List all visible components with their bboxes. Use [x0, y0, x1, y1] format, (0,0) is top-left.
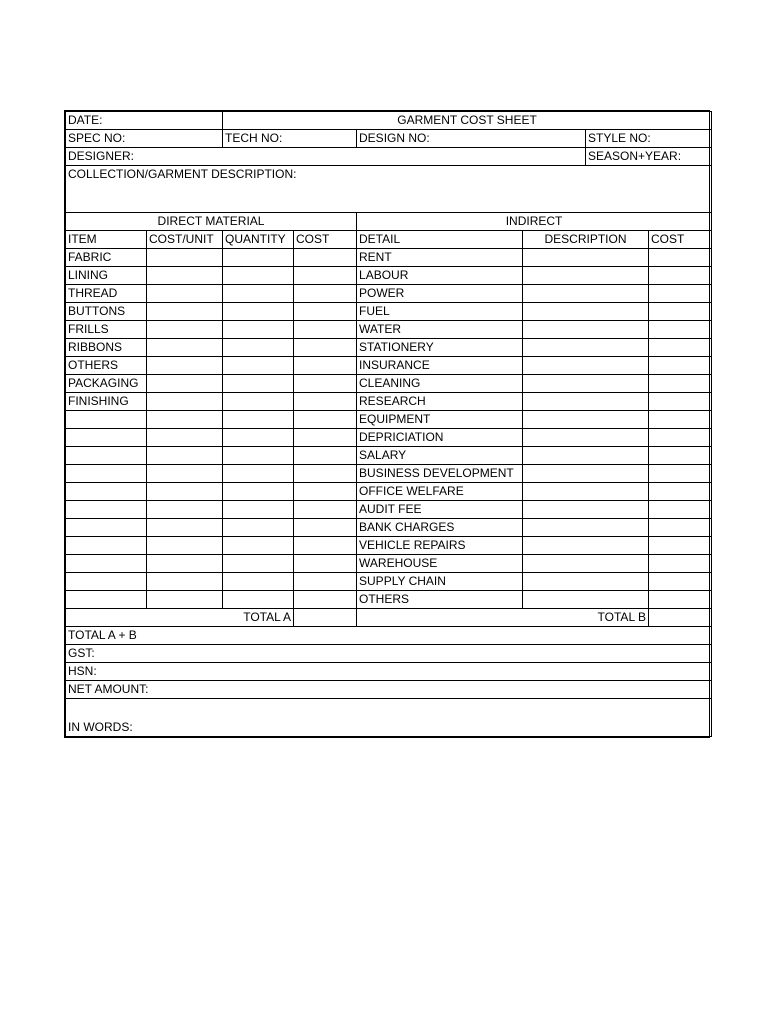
description-cell[interactable]	[523, 321, 649, 339]
indirect-cost-cell[interactable]	[649, 393, 712, 411]
direct-cost-cell[interactable]	[294, 375, 357, 393]
direct-item	[66, 429, 147, 447]
cost-unit-cell[interactable]	[147, 555, 223, 573]
tech-no-field[interactable]	[223, 130, 357, 148]
indirect-cost-cell[interactable]	[649, 285, 712, 303]
direct-cost-cell[interactable]	[294, 429, 357, 447]
indirect-detail: RENT	[357, 249, 523, 267]
direct-cost-cell[interactable]	[294, 267, 357, 285]
quantity-cell[interactable]	[223, 321, 294, 339]
quantity-cell[interactable]	[223, 411, 294, 429]
description-cell[interactable]	[523, 375, 649, 393]
direct-item	[66, 555, 147, 573]
indirect-detail: DEPRICIATION	[357, 429, 523, 447]
quantity-cell[interactable]	[223, 339, 294, 357]
indirect-cost-cell[interactable]	[649, 501, 712, 519]
hsn-field[interactable]	[66, 663, 712, 681]
description-cell[interactable]	[523, 447, 649, 465]
cost-unit-cell[interactable]	[147, 267, 223, 285]
description-cell[interactable]	[523, 357, 649, 375]
quantity-cell[interactable]	[223, 573, 294, 591]
design-no-label: DESIGN NO:	[359, 131, 430, 145]
direct-cost-cell[interactable]	[294, 411, 357, 429]
indirect-cost-cell[interactable]	[649, 465, 712, 483]
cost-unit-cell[interactable]	[147, 321, 223, 339]
totals-row	[66, 609, 712, 627]
net-amount-label: NET AMOUNT:	[68, 682, 149, 696]
direct-item: PACKAGING	[66, 375, 147, 393]
col-header-cost-indirect: COST	[649, 231, 712, 249]
quantity-cell[interactable]	[223, 465, 294, 483]
quantity-cell[interactable]	[223, 501, 294, 519]
cost-unit-cell[interactable]	[147, 429, 223, 447]
cost-unit-cell[interactable]	[147, 483, 223, 501]
quantity-cell[interactable]	[223, 357, 294, 375]
header-row-designer	[66, 148, 712, 166]
collection-description-label: COLLECTION/GARMENT DESCRIPTION:	[68, 167, 297, 181]
in-words-row	[66, 699, 712, 737]
gst-label: GST:	[68, 646, 95, 660]
table-row	[66, 411, 712, 429]
indirect-cost-cell[interactable]	[649, 375, 712, 393]
spec-no-label: SPEC NO:	[68, 131, 126, 145]
indirect-detail: OFFICE WELFARE	[357, 483, 523, 501]
description-cell[interactable]	[523, 267, 649, 285]
table-row	[66, 357, 712, 375]
indirect-detail: BANK CHARGES	[357, 519, 523, 537]
direct-item: BUTTONS	[66, 303, 147, 321]
description-cell[interactable]	[523, 573, 649, 591]
direct-cost-cell[interactable]	[294, 573, 357, 591]
total-b-label: TOTAL B	[357, 609, 649, 627]
gst-row	[66, 645, 712, 663]
total-b-value[interactable]	[649, 609, 712, 627]
col-header-cost-direct: COST	[294, 231, 357, 249]
hsn-row	[66, 663, 712, 681]
description-cell[interactable]	[523, 555, 649, 573]
table-row	[66, 519, 712, 537]
direct-item: RIBBONS	[66, 339, 147, 357]
gst-field[interactable]	[66, 645, 712, 663]
cost-unit-cell[interactable]	[147, 393, 223, 411]
table-row	[66, 573, 712, 591]
quantity-cell[interactable]	[223, 375, 294, 393]
direct-item	[66, 501, 147, 519]
indirect-cost-cell[interactable]	[649, 303, 712, 321]
indirect-detail: EQUIPMENT	[357, 411, 523, 429]
indirect-cost-cell[interactable]	[649, 267, 712, 285]
header-row-date	[66, 112, 712, 130]
quantity-cell[interactable]	[223, 555, 294, 573]
description-cell[interactable]	[523, 249, 649, 267]
direct-item: FINISHING	[66, 393, 147, 411]
description-cell[interactable]	[523, 429, 649, 447]
indirect-cost-cell[interactable]	[649, 357, 712, 375]
quantity-cell[interactable]	[223, 285, 294, 303]
total-a-label: TOTAL A	[66, 609, 294, 627]
col-header-detail: DETAIL	[357, 231, 523, 249]
quantity-cell[interactable]	[223, 447, 294, 465]
indirect-detail: POWER	[357, 285, 523, 303]
quantity-cell[interactable]	[223, 267, 294, 285]
table-row	[66, 267, 712, 285]
cost-unit-cell[interactable]	[147, 447, 223, 465]
total-ab-row	[66, 627, 712, 645]
hsn-label: HSN:	[68, 664, 97, 678]
quantity-cell[interactable]	[223, 303, 294, 321]
indirect-detail: INSURANCE	[357, 357, 523, 375]
table-row	[66, 483, 712, 501]
garment-cost-sheet	[64, 110, 710, 738]
direct-cost-cell[interactable]	[294, 285, 357, 303]
direct-item: THREAD	[66, 285, 147, 303]
in-words-label: IN WORDS:	[68, 720, 133, 734]
indirect-cost-cell[interactable]	[649, 555, 712, 573]
indirect-detail: OTHERS	[357, 591, 523, 609]
direct-item	[66, 465, 147, 483]
quantity-cell[interactable]	[223, 483, 294, 501]
indirect-cost-cell[interactable]	[649, 411, 712, 429]
description-cell[interactable]	[523, 537, 649, 555]
season-year-field[interactable]	[586, 148, 712, 166]
section-titles-row	[66, 213, 712, 231]
col-header-item: ITEM	[66, 231, 147, 249]
direct-cost-cell[interactable]	[294, 465, 357, 483]
table-row	[66, 591, 712, 609]
description-cell[interactable]	[523, 501, 649, 519]
cost-unit-cell[interactable]	[147, 465, 223, 483]
description-cell[interactable]	[523, 303, 649, 321]
cost-unit-cell[interactable]	[147, 411, 223, 429]
direct-item	[66, 591, 147, 609]
direct-item: FABRIC	[66, 249, 147, 267]
direct-cost-cell[interactable]	[294, 483, 357, 501]
indirect-detail: CLEANING	[357, 375, 523, 393]
total-ab-field[interactable]	[66, 627, 712, 645]
table-row	[66, 375, 712, 393]
indirect-detail: WAREHOUSE	[357, 555, 523, 573]
cost-unit-cell[interactable]	[147, 249, 223, 267]
table-row	[66, 321, 712, 339]
direct-cost-cell[interactable]	[294, 447, 357, 465]
indirect-cost-cell[interactable]	[649, 339, 712, 357]
col-header-quantity: QUANTITY	[223, 231, 294, 249]
header-row-collection	[66, 166, 712, 213]
cost-unit-cell[interactable]	[147, 537, 223, 555]
direct-item	[66, 573, 147, 591]
indirect-cost-cell[interactable]	[649, 573, 712, 591]
indirect-detail: WATER	[357, 321, 523, 339]
table-row	[66, 447, 712, 465]
style-no-field[interactable]	[586, 130, 712, 148]
table-row	[66, 501, 712, 519]
table-row	[66, 393, 712, 411]
description-cell[interactable]	[523, 465, 649, 483]
description-cell[interactable]	[523, 339, 649, 357]
table-row	[66, 303, 712, 321]
direct-item	[66, 519, 147, 537]
indirect-detail: SALARY	[357, 447, 523, 465]
indirect-detail: BUSINESS DEVELOPMENT	[357, 465, 523, 483]
direct-cost-cell[interactable]	[294, 321, 357, 339]
table-row	[66, 285, 712, 303]
total-a-value[interactable]	[294, 609, 357, 627]
designer-label: DESIGNER:	[68, 149, 135, 163]
cost-unit-cell[interactable]	[147, 285, 223, 303]
indirect-detail: RESEARCH	[357, 393, 523, 411]
col-header-description: DESCRIPTION	[523, 231, 649, 249]
direct-cost-cell[interactable]	[294, 249, 357, 267]
description-cell[interactable]	[523, 591, 649, 609]
description-cell[interactable]	[523, 519, 649, 537]
direct-cost-cell[interactable]	[294, 501, 357, 519]
in-words-field[interactable]	[66, 699, 712, 737]
header-row-numbers	[66, 130, 712, 148]
indirect-title: INDIRECT	[357, 213, 712, 231]
net-amount-row	[66, 681, 712, 699]
indirect-detail: FUEL	[357, 303, 523, 321]
season-year-label: SEASON+YEAR:	[588, 149, 682, 163]
table-row	[66, 537, 712, 555]
direct-cost-cell[interactable]	[294, 555, 357, 573]
quantity-cell[interactable]	[223, 591, 294, 609]
direct-item: OTHERS	[66, 357, 147, 375]
cost-unit-cell[interactable]	[147, 591, 223, 609]
cost-unit-cell[interactable]	[147, 303, 223, 321]
date-label: DATE:	[68, 113, 103, 127]
indirect-cost-cell[interactable]	[649, 249, 712, 267]
table-row	[66, 465, 712, 483]
description-cell[interactable]	[523, 285, 649, 303]
indirect-detail: LABOUR	[357, 267, 523, 285]
net-amount-field[interactable]	[66, 681, 712, 699]
indirect-cost-cell[interactable]	[649, 519, 712, 537]
direct-cost-cell[interactable]	[294, 519, 357, 537]
cost-sheet-table	[65, 111, 712, 737]
designer-field[interactable]	[66, 148, 586, 166]
cost-unit-cell[interactable]	[147, 573, 223, 591]
date-field[interactable]	[66, 112, 223, 130]
description-cell[interactable]	[523, 411, 649, 429]
spec-no-field[interactable]	[66, 130, 223, 148]
quantity-cell[interactable]	[223, 429, 294, 447]
design-no-field[interactable]	[357, 130, 586, 148]
direct-cost-cell[interactable]	[294, 357, 357, 375]
direct-item	[66, 537, 147, 555]
indirect-detail: SUPPLY CHAIN	[357, 573, 523, 591]
cost-unit-cell[interactable]	[147, 501, 223, 519]
total-ab-label: TOTAL A + B	[68, 628, 137, 642]
direct-cost-cell[interactable]	[294, 303, 357, 321]
cost-unit-cell[interactable]	[147, 375, 223, 393]
indirect-cost-cell[interactable]	[649, 537, 712, 555]
tech-no-label: TECH NO:	[225, 131, 283, 145]
indirect-cost-cell[interactable]	[649, 483, 712, 501]
indirect-detail: VEHICLE REPAIRS	[357, 537, 523, 555]
col-header-cost-unit: COST/UNIT	[147, 231, 223, 249]
direct-cost-cell[interactable]	[294, 339, 357, 357]
indirect-cost-cell[interactable]	[649, 429, 712, 447]
quantity-cell[interactable]	[223, 249, 294, 267]
table-row	[66, 555, 712, 573]
indirect-detail: STATIONERY	[357, 339, 523, 357]
direct-cost-cell[interactable]	[294, 537, 357, 555]
table-row	[66, 339, 712, 357]
quantity-cell[interactable]	[223, 537, 294, 555]
indirect-cost-cell[interactable]	[649, 591, 712, 609]
cost-unit-cell[interactable]	[147, 357, 223, 375]
direct-cost-cell[interactable]	[294, 591, 357, 609]
description-cell[interactable]	[523, 393, 649, 411]
style-no-label: STYLE NO:	[588, 131, 651, 145]
direct-item	[66, 483, 147, 501]
direct-item: FRILLS	[66, 321, 147, 339]
direct-cost-cell[interactable]	[294, 393, 357, 411]
table-row	[66, 429, 712, 447]
collection-description-field[interactable]	[66, 166, 712, 213]
direct-material-title: DIRECT MATERIAL	[66, 213, 357, 231]
cost-unit-cell[interactable]	[147, 339, 223, 357]
indirect-cost-cell[interactable]	[649, 321, 712, 339]
direct-item	[66, 447, 147, 465]
direct-item: LINING	[66, 267, 147, 285]
description-cell[interactable]	[523, 483, 649, 501]
column-headers-row	[66, 231, 712, 249]
cost-unit-cell[interactable]	[147, 519, 223, 537]
table-row	[66, 249, 712, 267]
direct-item	[66, 411, 147, 429]
quantity-cell[interactable]	[223, 519, 294, 537]
indirect-detail: AUDIT FEE	[357, 501, 523, 519]
sheet-title: GARMENT COST SHEET	[223, 112, 712, 130]
indirect-cost-cell[interactable]	[649, 447, 712, 465]
quantity-cell[interactable]	[223, 393, 294, 411]
